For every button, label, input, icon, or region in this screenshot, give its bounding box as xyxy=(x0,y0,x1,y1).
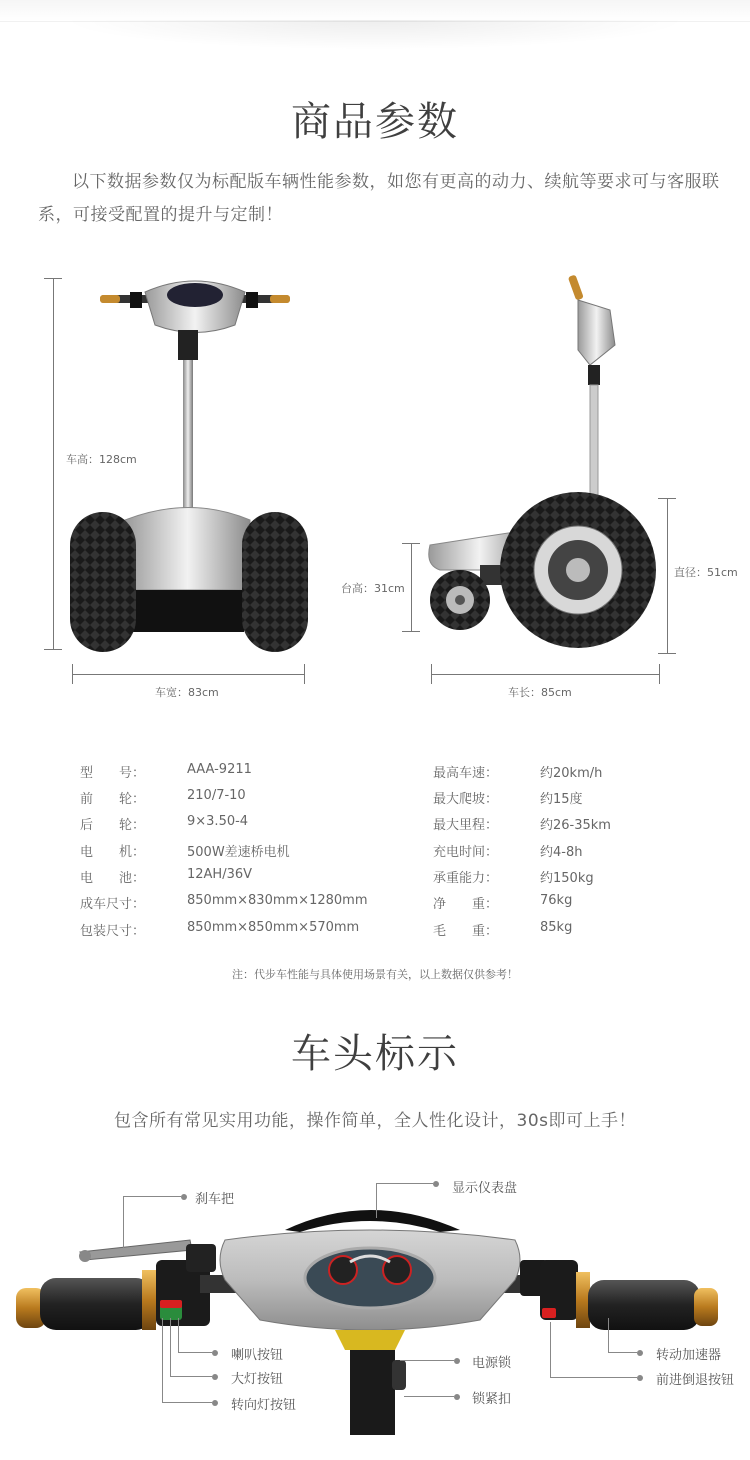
scooter-front-view xyxy=(30,270,330,690)
throttle-dot xyxy=(637,1350,643,1356)
headlight-dot xyxy=(212,1374,218,1380)
spec-value: 12AH/36V xyxy=(187,867,253,882)
horn-label: 喇叭按钮 xyxy=(231,1348,284,1363)
handlebar-intro: 包含所有常见实用功能，操作简单，全人性化设计，30s即可上手！ xyxy=(114,1111,636,1131)
forward-reverse-line-v xyxy=(550,1322,551,1377)
length-dim-tick-right xyxy=(659,664,660,684)
platform-dim-tick-bottom xyxy=(402,631,420,632)
headlight-label: 大灯按钮 xyxy=(231,1372,284,1387)
spec-key: 净 重： xyxy=(433,897,499,912)
height-dim-line xyxy=(53,278,54,649)
display-label: 显示仪表盘 xyxy=(452,1181,518,1196)
height-dim-tick-bottom xyxy=(44,649,62,650)
lock-clip-label: 锁紧扣 xyxy=(472,1392,512,1407)
display-dot xyxy=(433,1181,439,1187)
turn-signal-dot xyxy=(212,1400,218,1406)
spec-value: AAA-9211 xyxy=(187,762,252,777)
forward-reverse-line-h xyxy=(550,1377,637,1378)
spec-key: 最大里程： xyxy=(433,818,499,833)
spec-key: 承重能力： xyxy=(433,871,499,886)
spec-value: 约26-35km xyxy=(540,818,611,833)
spec-key: 最大爬坡： xyxy=(433,792,499,807)
throttle-label: 转动加速器 xyxy=(656,1348,722,1363)
display-line-v xyxy=(376,1183,377,1218)
brake-label: 刹车把 xyxy=(195,1192,235,1207)
length-label: 车长：85cm xyxy=(508,686,572,699)
width-dim-tick-right xyxy=(304,664,305,684)
brake-dot xyxy=(181,1194,187,1200)
headlight-line-v xyxy=(170,1318,171,1376)
spec-key: 后 轮： xyxy=(80,818,146,833)
platform-dim-tick-top xyxy=(402,543,420,544)
height-dim-tick-top xyxy=(44,278,62,279)
scooter-side-view xyxy=(420,270,670,660)
forward-reverse-label: 前进倒退按钮 xyxy=(656,1373,735,1388)
spec-value: 500W差速桥电机 xyxy=(187,845,290,860)
spec-value: 约15度 xyxy=(540,792,583,807)
length-dim-tick-left xyxy=(431,664,432,684)
section-title-handlebar: 车头标示 xyxy=(291,1031,459,1077)
spec-value: 约150kg xyxy=(540,871,594,886)
diameter-label: 直径：51cm xyxy=(674,566,738,579)
horn-dot xyxy=(212,1350,218,1356)
params-intro: 以下数据参数仅为标配版车辆性能参数，如您有更高的动力、续航等要求可与客服联系，可接受配置的提升与定制！ xyxy=(38,172,720,225)
handlebar-closeup xyxy=(10,1200,730,1435)
spec-value: 约4-8h xyxy=(540,845,583,860)
power-lock-label: 电源锁 xyxy=(472,1356,512,1371)
display-line-h xyxy=(376,1183,433,1184)
power-lock-line xyxy=(400,1360,454,1361)
spec-key: 毛 重： xyxy=(433,924,499,939)
lock-clip-dot xyxy=(454,1394,460,1400)
spec-value: 850mm×850mm×570mm xyxy=(187,920,360,935)
spec-key: 充电时间： xyxy=(433,845,499,860)
diameter-dim-line xyxy=(667,498,668,653)
diameter-dim-tick-bottom xyxy=(658,653,676,654)
forward-reverse-dot xyxy=(637,1375,643,1381)
spec-key: 电 池： xyxy=(80,871,146,886)
section-title-params: 商品参数 xyxy=(291,99,459,145)
spec-key: 成车尺寸： xyxy=(80,897,146,912)
turn-signal-line-v xyxy=(162,1318,163,1402)
spec-value: 85kg xyxy=(540,920,573,935)
height-label: 车高：128cm xyxy=(66,453,137,466)
width-dim-tick-left xyxy=(72,664,73,684)
throttle-line-v xyxy=(608,1318,609,1352)
width-label: 车宽：83cm xyxy=(155,686,219,699)
platform-dim-line xyxy=(411,543,412,631)
throttle-line-h xyxy=(608,1352,637,1353)
spec-value: 850mm×830mm×1280mm xyxy=(187,893,368,908)
headlight-line-h xyxy=(170,1376,212,1377)
spec-value: 210/7-10 xyxy=(187,788,246,803)
spec-key: 型 号： xyxy=(80,766,146,781)
turn-signal-label: 转向灯按钮 xyxy=(231,1398,297,1413)
disclaimer-note: 注：代步车性能与具体使用场景有关，以上数据仅供参考！ xyxy=(232,968,518,981)
lock-clip-line xyxy=(404,1396,454,1397)
horn-line-h xyxy=(178,1352,212,1353)
spec-key: 最高车速： xyxy=(433,766,499,781)
brake-line-v xyxy=(123,1196,124,1248)
turn-signal-line-h xyxy=(162,1402,212,1403)
diameter-dim-tick-top xyxy=(658,498,676,499)
length-dim-line xyxy=(431,674,659,675)
horn-line-v xyxy=(178,1318,179,1352)
spec-value: 9×3.50-4 xyxy=(187,814,249,829)
power-lock-dot xyxy=(454,1358,460,1364)
spec-value: 76kg xyxy=(540,893,573,908)
spec-key: 前 轮： xyxy=(80,792,146,807)
width-dim-line xyxy=(72,674,304,675)
platform-label: 台高：31cm xyxy=(341,582,405,595)
brake-line-h xyxy=(123,1196,181,1197)
top-divider xyxy=(0,0,750,22)
spec-value: 约20km/h xyxy=(540,766,603,781)
spec-key: 包装尺寸： xyxy=(80,924,146,939)
top-shadow xyxy=(60,20,690,50)
spec-key: 电 机： xyxy=(80,845,146,860)
